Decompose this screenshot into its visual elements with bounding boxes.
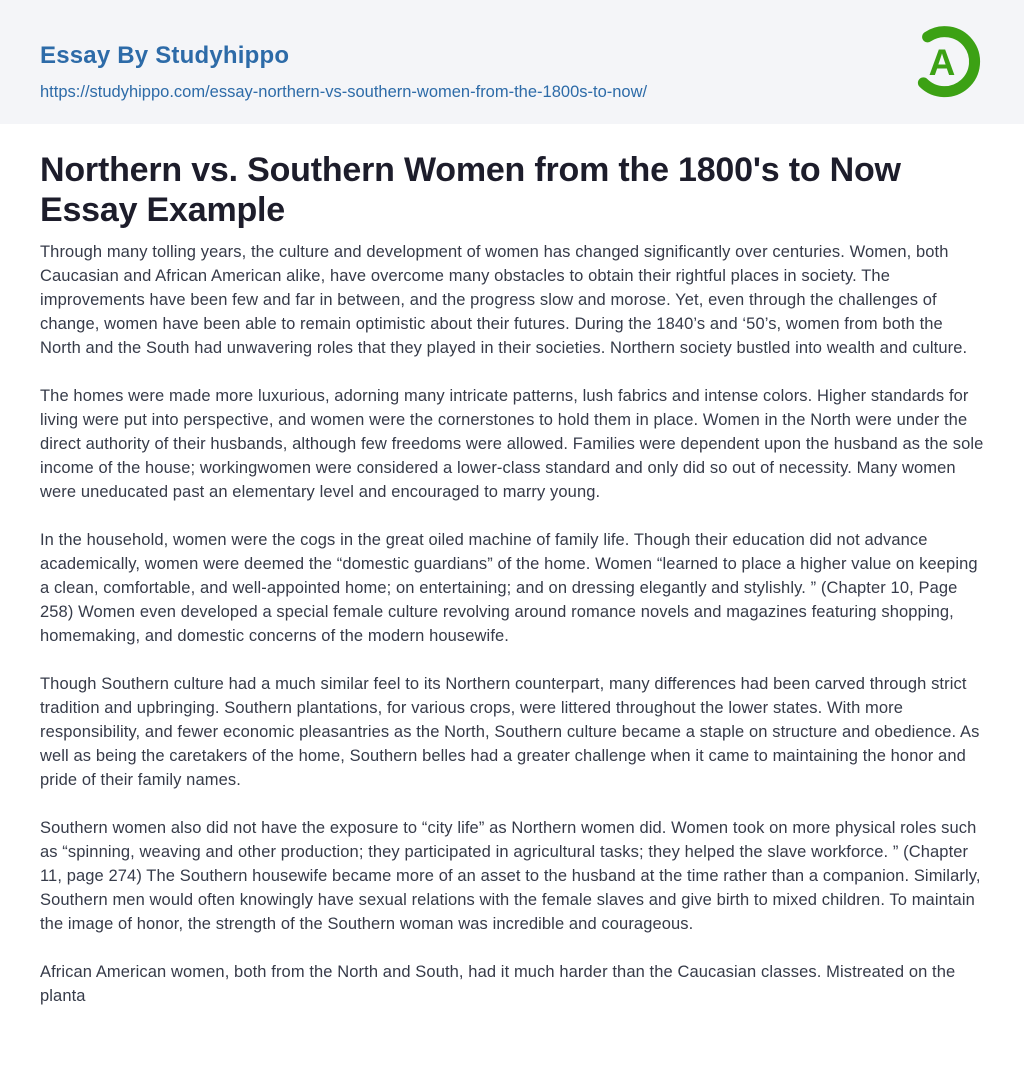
essay-source-url-link[interactable]: https://studyhippo.com/essay-northern-vs-southern-women-from-the-1800s-to-now/	[40, 83, 648, 101]
essay-content	[0, 150, 1024, 1008]
essay-paragraph: African American women, both from the North and South, had it much harder than the Caucasian classes. Mistreated on the planta	[40, 963, 956, 1006]
site-title: Essay By Studyhippo	[40, 42, 290, 69]
studyhippo-logo-icon	[904, 20, 986, 104]
logo-letter: A	[928, 42, 956, 83]
site-header	[0, 0, 1024, 124]
essay-paragraph: Though Southern culture had a much similar feel to its Northern counterpart, many differences had been carved through strict tradition and upbringing. Southern plantations, for various crops, were littered throughout the lower states. With more responsibility, and fewer economic pleasantries as the North, Southern culture became a staple on structure and obedience. As well as being the caretakers of the home, Southern belles had a greater challenge when it came to maintaining the honor and pride of their family names.	[40, 675, 980, 790]
essay-title: Northern vs. Southern Women from the 1800's to Now Essay Example	[40, 151, 901, 230]
essay-paragraph: The homes were made more luxurious, adorning many intricate patterns, lush fabrics and intense colors. Higher standards for living were put into perspective, and women were the cornerstones to hold them in place. Women in the North were under the direct authority of their husbands, although few freedoms were allowed. Families were dependent upon the husband as the sole income of the house; workingwomen were considered a lower-class standard and only did so out of necessity. Many women were uneducated past an elementary level and encouraged to marry young.	[40, 387, 984, 502]
essay-paragraph: In the household, women were the cogs in the great oiled machine of family life. Though their education did not advance academically, women were deemed the “domestic guardians” of the home. Women “learned to place a higher value on keeping a clean, comfortable, and well-appointed home; on entertaining; and on dressing elegantly and stylishly. ” (Chapter 10, Page 258) Women even developed a special female culture revolving around romance novels and magazines featuring shopping, homemaking, and domestic concerns of the modern housewife.	[40, 531, 978, 646]
studyhippo-logo[interactable]	[904, 20, 986, 104]
essay-paragraph: Through many tolling years, the culture and development of women has changed significantly over centuries. Women, both Caucasian and African American alike, have overcome many obstacles to obtain their rightful places in society. The improvements have been few and far in between, and the progress slow and morose. Yet, even through the challenges of change, women have been able to remain optimistic about their futures. During the 1840’s and ‘50’s, women from both the North and the South had unwavering roles that they played in their societies. Northern society bustled into wealth and culture.	[40, 243, 968, 358]
essay-paragraph: Southern women also did not have the exposure to “city life” as Northern women did. Women took on more physical roles such as “spinning, weaving and other production; they participated in agricultural tasks; they helped the slave workforce. ” (Chapter 11, page 274) The Southern housewife became more of an asset to the husband at the time rather than a companion. Similarly, Southern men would often knowingly have sexual relations with the female slaves and give birth to mixed children. To maintain the image of honor, the strength of the Southern woman was incredible and courageous.	[40, 819, 981, 934]
